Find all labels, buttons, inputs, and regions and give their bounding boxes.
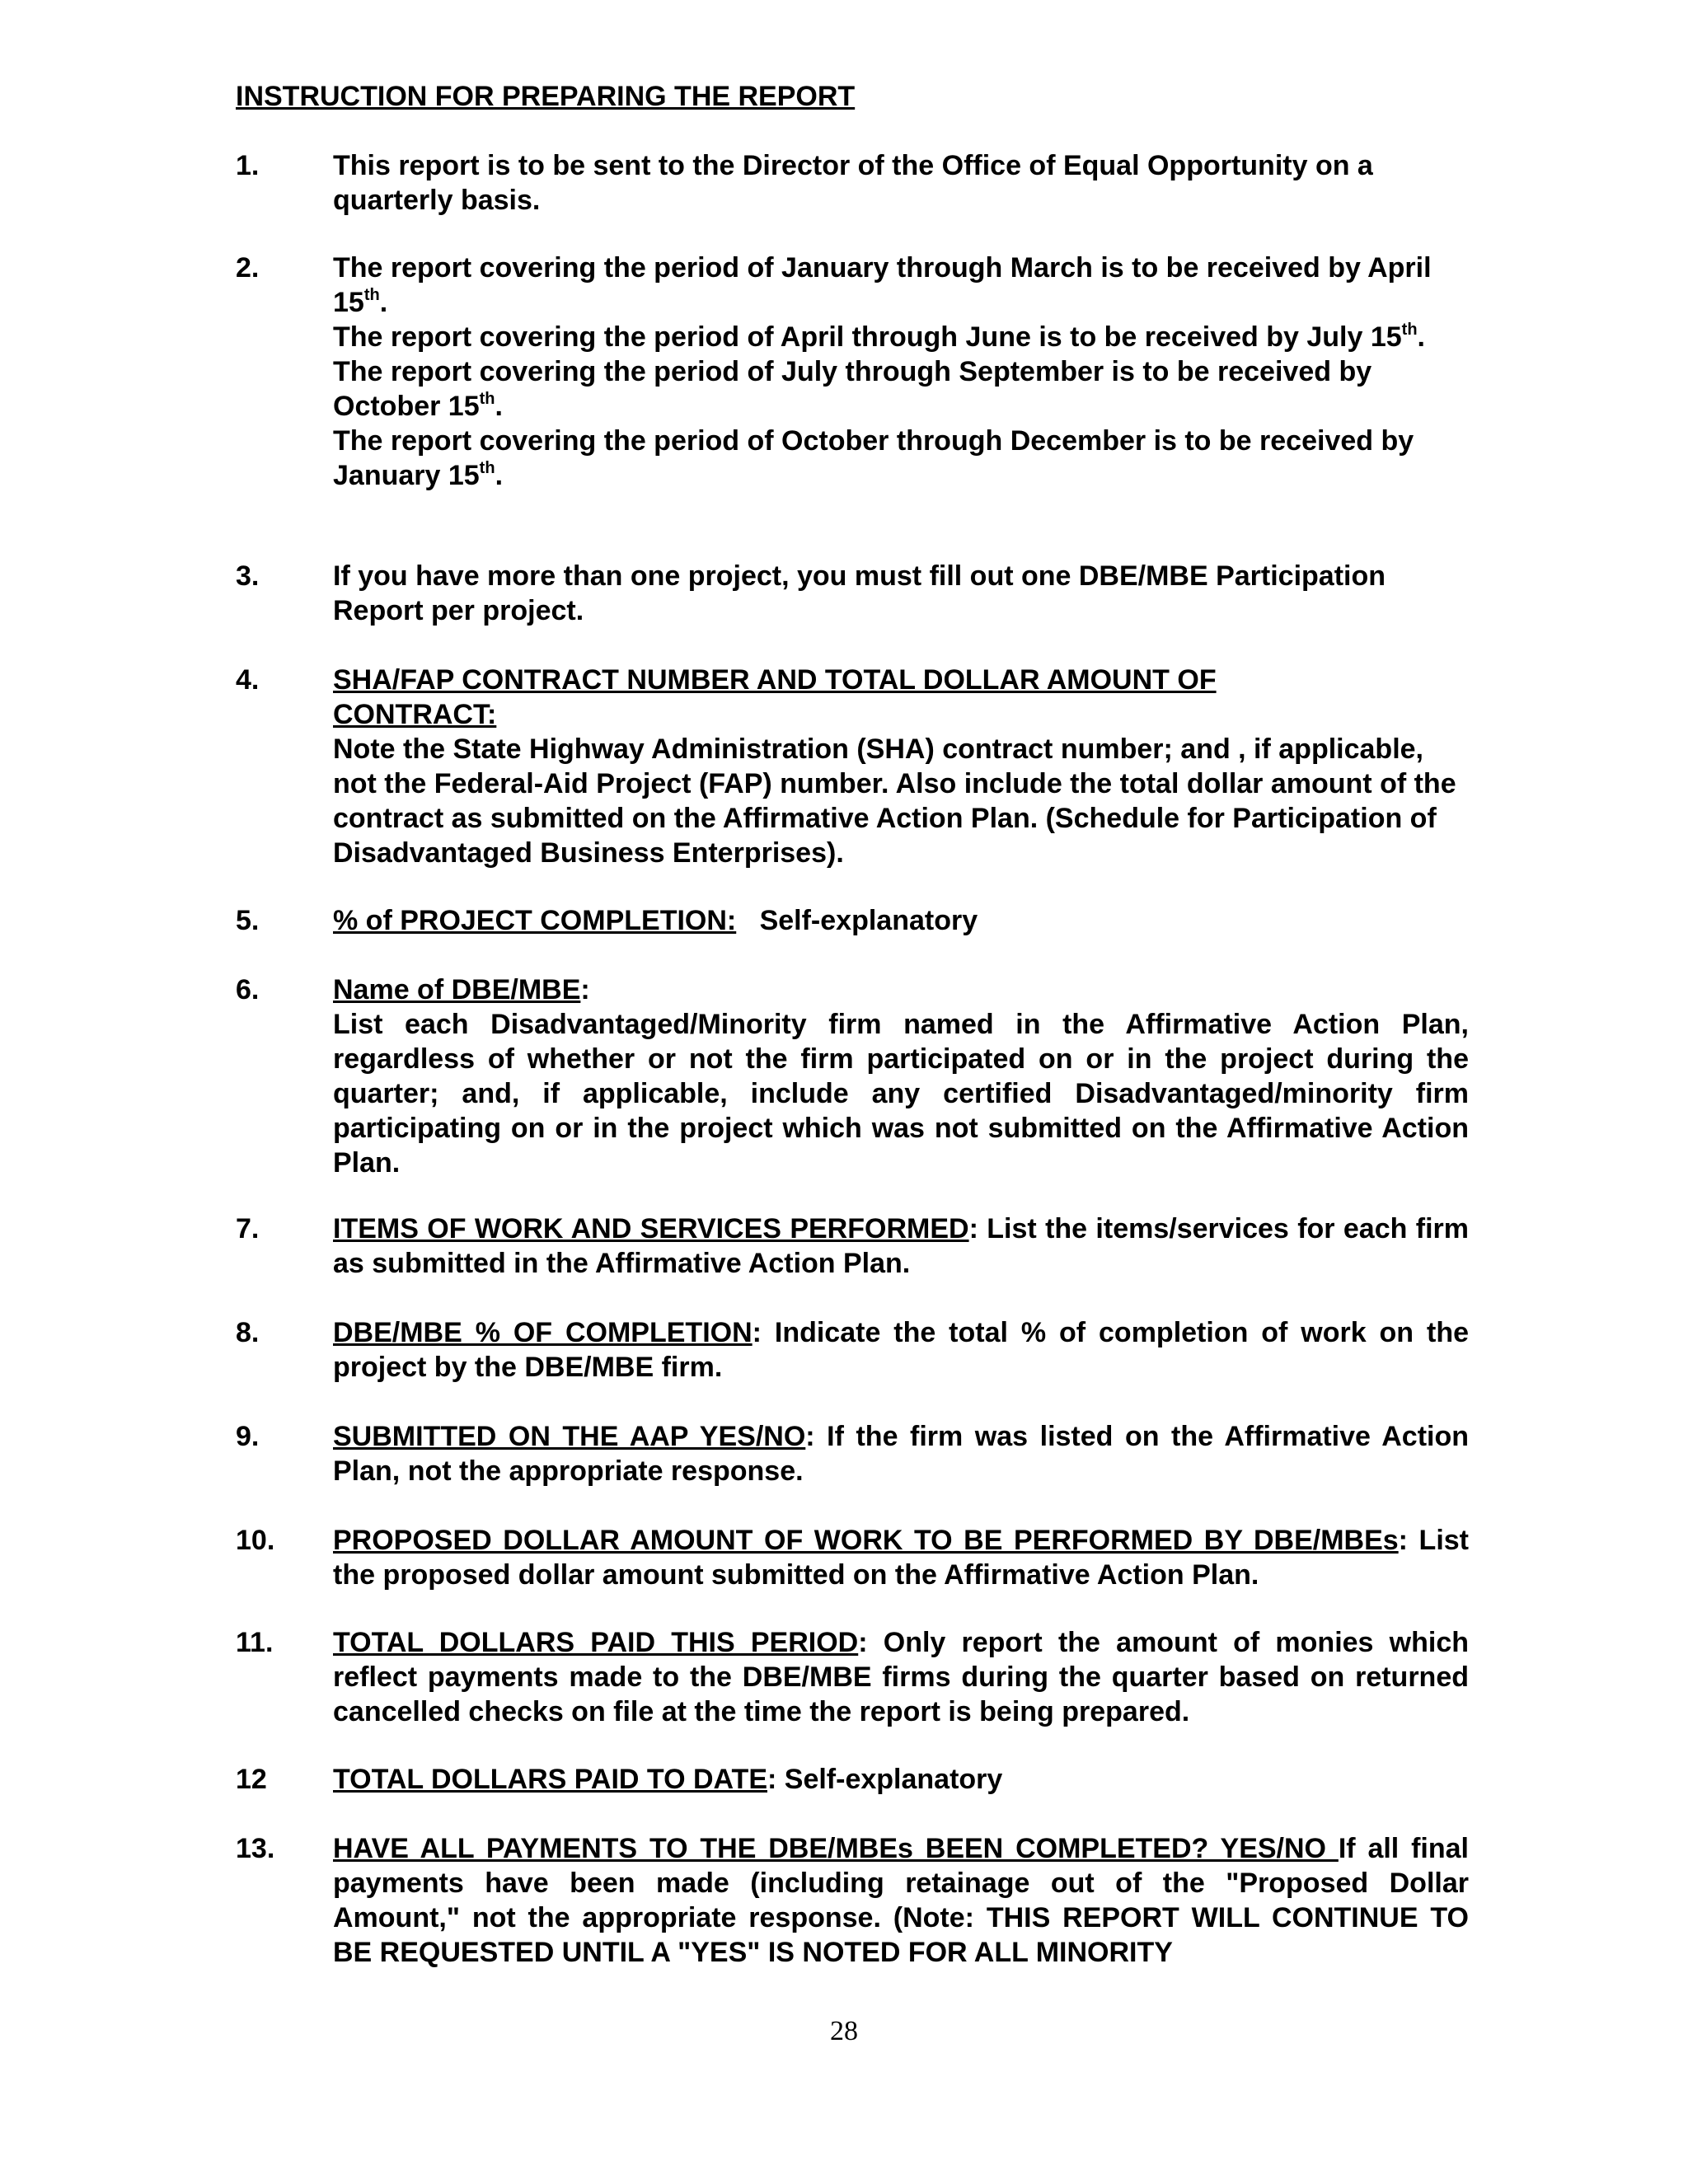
instruction-item-5 bbox=[236, 903, 1469, 938]
item-text: Self-explanatory bbox=[759, 905, 978, 936]
page-number: 28 bbox=[830, 2016, 858, 2046]
item-text: : List the proposed dollar amount submitted on the Affirmative Action Plan. bbox=[333, 1525, 1469, 1591]
item-number: 5. bbox=[236, 905, 260, 936]
item-number: 9. bbox=[236, 1421, 260, 1452]
item-number: 13. bbox=[236, 1833, 275, 1864]
item-text: : Self-explanatory bbox=[767, 1764, 1003, 1795]
item-text: This report is to be sent to the Director of the Office of Equal Opportunity on a quarterly basis. bbox=[333, 150, 1373, 216]
item-heading: PROPOSED DOLLAR AMOUNT OF WORK TO BE PERFORMED BY DBE/MBEs bbox=[333, 1525, 1399, 1556]
item-text: Note the State Highway Administration (SHA) contract number; and , if applicable, not the Federal-Aid Project (FAP) number. Also include the total dollar amount of the contract as submitted on the Affirmative Action Plan. (Schedule for Participation of Disadvantaged Business Enterprises). bbox=[333, 733, 1456, 869]
item-number: 6. bbox=[236, 974, 260, 1005]
instruction-item-2 bbox=[236, 251, 1469, 493]
item-text: : If the firm was listed on the Affirmative Action Plan, not the appropriate response. bbox=[333, 1421, 1469, 1487]
item-text: If all final payments have been made (including retainage out of the "Proposed Dollar Amount," not the appropriate response. (Note: THIS REPORT WILL CONTINUE TO BE REQUESTED UNTIL A "YES" IS NOTED FOR ALL MINORITY bbox=[333, 1833, 1469, 1968]
item-text: : Only report the amount of monies which reflect payments made to the DBE/MBE firms during the quarter based on returned cancelled checks on file at the time the report is being prepared. bbox=[333, 1627, 1470, 1727]
instruction-item-9 bbox=[236, 1419, 1469, 1488]
instruction-item-8 bbox=[236, 1315, 1469, 1385]
item-text: : List the items/services for each firm as submitted in the Affirmative Action Plan. bbox=[333, 1213, 1469, 1279]
deadline-line-q4: The report covering the period of October through December is to be received by January 15th. bbox=[333, 425, 1414, 491]
item-heading: TOTAL DOLLARS PAID TO DATE bbox=[333, 1764, 767, 1795]
deadline-line-q1: The report covering the period of January through March is to be received by April 15th. bbox=[333, 252, 1432, 318]
item-text: If you have more than one project, you must fill out one DBE/MBE Participation Report per project. bbox=[333, 560, 1386, 626]
instruction-item-13 bbox=[236, 1831, 1469, 1970]
item-text: : Indicate the total % of completion of work on the project by the DBE/MBE firm. bbox=[333, 1317, 1469, 1383]
item-heading: HAVE ALL PAYMENTS TO THE DBE/MBEs BEEN COMPLETED? YES/NO bbox=[333, 1833, 1339, 1864]
instruction-item-1 bbox=[236, 148, 1469, 218]
item-number: 10. bbox=[236, 1525, 275, 1556]
instruction-item-3 bbox=[236, 559, 1469, 628]
item-heading: Name of DBE/MBE bbox=[333, 974, 581, 1005]
page-title: INSTRUCTION FOR PREPARING THE REPORT bbox=[236, 81, 856, 112]
item-heading: DBE/MBE % OF COMPLETION bbox=[333, 1317, 753, 1348]
instruction-item-4 bbox=[236, 663, 1469, 870]
instruction-item-6: 6. Name of DBE/MBE: List each Disadvantaged/Minority firm named in the Affirmative Action Plan, regardless of whether or not the firm participated on or in the project during the quarter; and, if applicable, include any certified Disadvantaged/minority firm participating on or in the project which was not submitted on the Affirmative Action Plan. bbox=[236, 974, 1469, 1179]
item-number: 7. bbox=[236, 1213, 260, 1244]
item-number: 4. bbox=[236, 664, 260, 696]
deadline-line-q2: The report covering the period of April through June is to be received by July 15th. bbox=[333, 321, 1425, 353]
instruction-item-7 bbox=[236, 1212, 1469, 1281]
instruction-item-10 bbox=[236, 1523, 1469, 1592]
item-heading: SUBMITTED ON THE AAP YES/NO bbox=[333, 1421, 806, 1452]
item-text: List each Disadvantaged/Minority firm named in the Affirmative Action Plan, regardless of whether or not the firm participated on or in the project during the quarter; and, if applicable, include any certified Disadvantaged/minority firm participating on or in the project which was not submitted on the Affirmative Action Plan. bbox=[333, 1009, 1469, 1179]
item-heading-continued: CONTRACT: bbox=[333, 699, 497, 730]
item-heading: SHA/FAP CONTRACT NUMBER AND TOTAL DOLLAR AMOUNT OF bbox=[333, 664, 1217, 696]
item-number: 8. bbox=[236, 1317, 260, 1348]
item-heading: TOTAL DOLLARS PAID THIS PERIOD bbox=[333, 1627, 859, 1658]
item-number: 11. bbox=[236, 1627, 274, 1658]
instruction-item-11 bbox=[236, 1625, 1469, 1729]
item-number: 2. bbox=[236, 252, 260, 284]
item-number: 1. bbox=[236, 150, 260, 181]
item-heading: ITEMS OF WORK AND SERVICES PERFORMED bbox=[333, 1213, 969, 1244]
deadline-line-q3: The report covering the period of July through September is to be received by October 15th. bbox=[333, 356, 1372, 422]
item-number: 3. bbox=[236, 560, 260, 592]
item-number: 12 bbox=[236, 1764, 267, 1795]
item-heading: % of PROJECT COMPLETION: bbox=[333, 905, 737, 936]
instruction-item-12 bbox=[236, 1762, 1469, 1797]
